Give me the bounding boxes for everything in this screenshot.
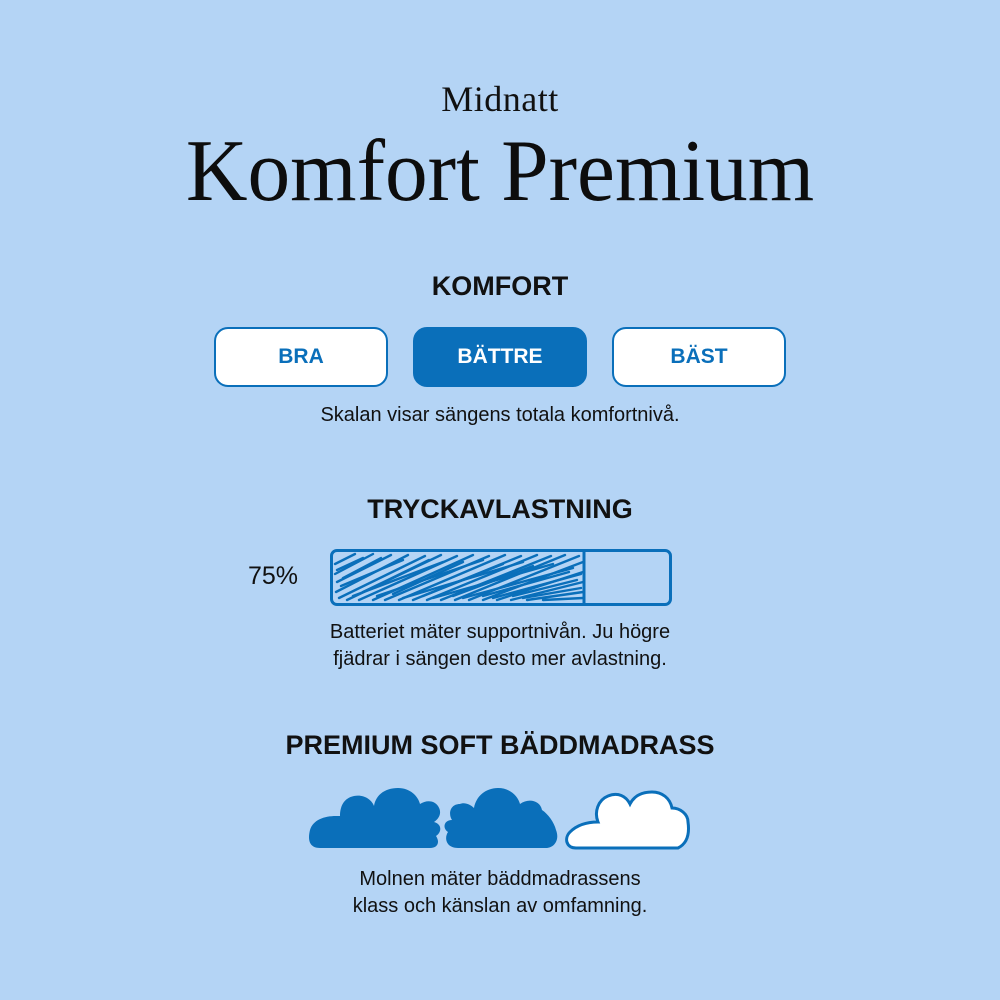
product-title: Komfort Premium	[185, 123, 815, 220]
cloud-filled-icon	[445, 788, 558, 848]
cloud-filled-icon	[309, 788, 440, 848]
tryckavlastning-caption-line1: Batteriet mäter supportnivån. Ju högre	[329, 621, 671, 643]
softness-cloud-rating	[308, 786, 692, 850]
brand-name: Midnatt	[441, 79, 559, 119]
scribble-fill-icon	[333, 552, 669, 603]
baddmadrass-heading: PREMIUM SOFT BÄDDMADRASS	[285, 730, 715, 760]
pressure-relief-battery-bar	[330, 549, 672, 606]
pressure-relief-percent: 75%	[248, 562, 299, 590]
cloud-outline-icon	[567, 792, 689, 848]
komfort-heading: KOMFORT	[431, 271, 569, 301]
baddmadrass-caption	[0, 866, 1000, 920]
komfort-caption: Skalan visar sängens totala komfortnivå.	[320, 404, 680, 426]
comfort-level-battre[interactable]: BÄTTRE	[413, 327, 587, 387]
tryckavlastning-heading: TRYCKAVLASTNING	[367, 494, 633, 524]
comfort-level-bast[interactable]: BÄST	[612, 327, 786, 387]
comfort-level-selector	[214, 327, 786, 385]
baddmadrass-caption-line1: Molnen mäter bäddmadrassens	[359, 868, 641, 890]
tryckavlastning-caption	[0, 619, 1000, 673]
comfort-level-bra[interactable]: BRA	[214, 327, 388, 387]
tryckavlastning-caption-line2: fjädrar i sängen desto mer avlastning.	[333, 648, 667, 670]
baddmadrass-caption-line2: klass och känslan av omfamning.	[352, 895, 648, 917]
